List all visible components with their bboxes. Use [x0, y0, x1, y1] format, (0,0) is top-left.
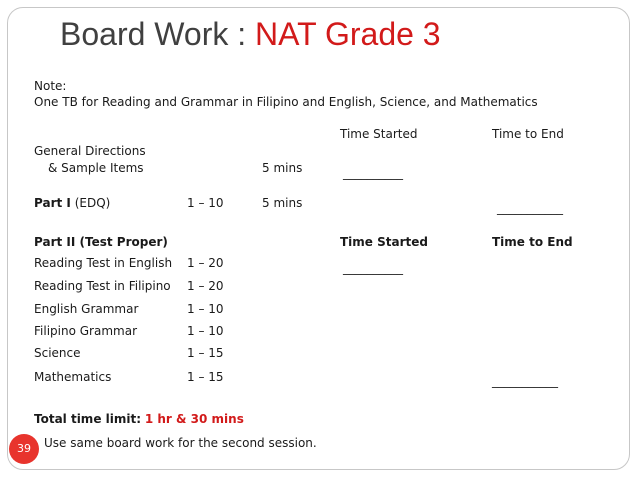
row-name: Filipino Grammar	[34, 324, 137, 338]
title-grade: NAT Grade 3	[255, 16, 441, 52]
title-prefix: Board Work :	[60, 16, 256, 52]
sample-items-label: & Sample Items	[48, 161, 144, 175]
part2-label: Part II (Test Proper)	[34, 235, 168, 249]
row-range: 1 – 20	[187, 279, 224, 293]
row-range: 1 – 10	[187, 302, 224, 316]
part1-label-rest: (EDQ)	[70, 196, 111, 210]
row-range: 1 – 10	[187, 324, 224, 338]
part2-time-started-header: Time Started	[340, 235, 428, 249]
time-to-end-header: Time to End	[492, 127, 564, 141]
total-value: 1 hr & 30 mins	[144, 412, 244, 426]
row-name: English Grammar	[34, 302, 139, 316]
row-name: Mathematics	[34, 370, 112, 384]
math-time-end-blank: ___________	[492, 374, 558, 388]
part1-label	[34, 196, 110, 211]
slide-title	[60, 14, 441, 54]
row-name: Science	[34, 346, 81, 360]
row-range: 1 – 15	[187, 370, 224, 384]
page-number-badge: 39	[9, 434, 39, 464]
reading-time-started-blank: __________	[343, 261, 403, 275]
part1-mins: 5 mins	[262, 196, 303, 210]
total-time-limit	[34, 412, 244, 427]
general-mins: 5 mins	[262, 161, 303, 175]
note-text: One TB for Reading and Grammar in Filipino and English, Science, and Mathematics	[34, 95, 538, 109]
note-label: Note:	[34, 79, 67, 93]
part1-label-bold: Part I	[34, 196, 71, 210]
row-range: 1 – 20	[187, 256, 224, 270]
row-name: Reading Test in Filipino	[34, 279, 171, 293]
row-range: 1 – 15	[187, 346, 224, 360]
general-time-started-blank: __________	[343, 166, 403, 180]
time-started-header: Time Started	[340, 127, 418, 141]
part1-range: 1 – 10	[187, 196, 224, 210]
part2-time-to-end-header: Time to End	[492, 235, 573, 249]
row-name: Reading Test in English	[34, 256, 173, 270]
general-directions-label: General Directions	[34, 144, 146, 158]
part1-time-end-blank: ___________	[497, 201, 563, 215]
footer-note: Use same board work for the second session.	[44, 436, 317, 450]
total-label: Total time limit:	[34, 412, 142, 426]
